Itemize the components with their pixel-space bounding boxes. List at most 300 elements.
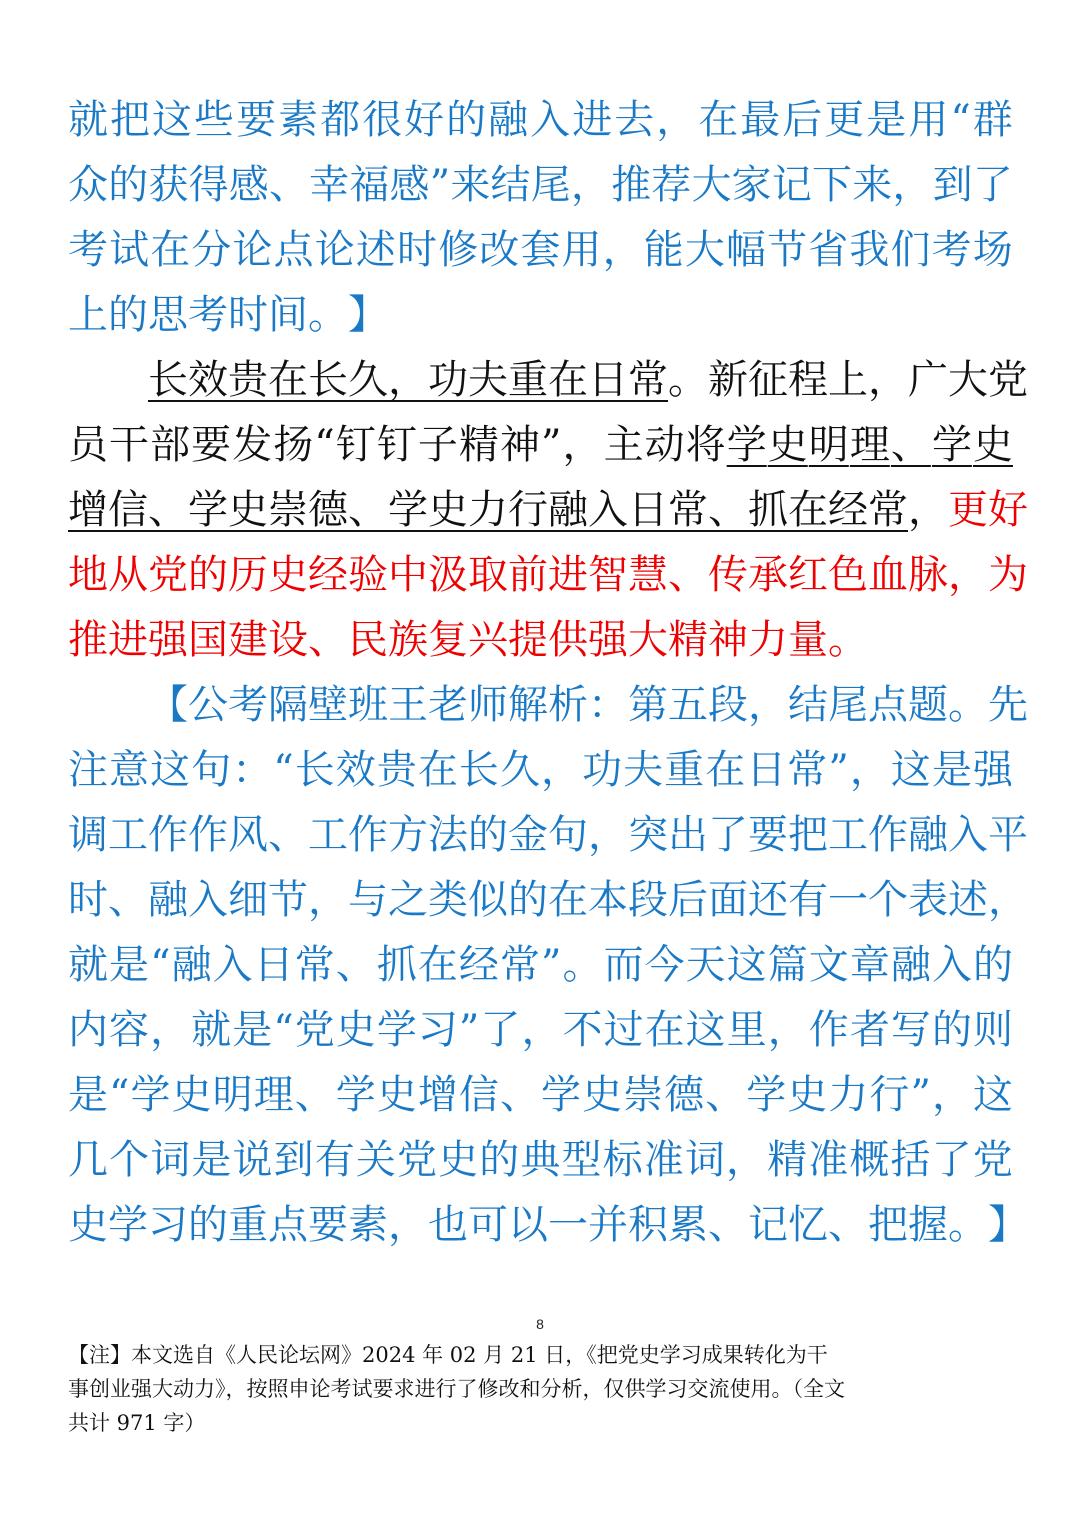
text-char: 段 <box>708 682 748 728</box>
text-char: 点 <box>268 1202 308 1248</box>
text-char: 的 <box>188 1202 228 1248</box>
text-char: 日 <box>253 942 294 988</box>
text-char: 。 <box>948 682 988 728</box>
text-char: 这 <box>150 747 191 793</box>
text-char: ， <box>849 747 890 793</box>
underlined-char: 日 <box>628 487 668 533</box>
text-char: 大 <box>691 162 732 208</box>
text-char: 增 <box>417 1072 458 1118</box>
text-char: 老 <box>428 682 468 728</box>
text-char: 史 <box>335 1007 376 1053</box>
text-char: 修 <box>438 227 479 273</box>
text-char: 脉 <box>908 552 948 598</box>
text-char: 题 <box>908 682 948 728</box>
text-line <box>68 1130 1013 1190</box>
text-char: 荐 <box>651 162 692 208</box>
text-char: “ <box>950 97 971 143</box>
text-char: 到 <box>932 162 973 208</box>
text-char: 一 <box>828 877 868 923</box>
text-char: 述 <box>948 877 988 923</box>
text-char: 史 <box>438 1137 479 1183</box>
text-char: 史 <box>171 1072 212 1118</box>
text-char: 、 <box>268 162 309 208</box>
text-char: 们 <box>890 227 931 273</box>
text-line <box>148 350 1028 410</box>
text-char: 就 <box>191 1007 232 1053</box>
text-char: 作 <box>148 812 188 858</box>
text-char: 些 <box>194 97 235 143</box>
text-char: 今 <box>644 942 685 988</box>
text-line <box>68 805 1028 865</box>
text-char: 贵 <box>376 747 417 793</box>
text-char: 获 <box>148 162 189 208</box>
text-char: 信 <box>458 1072 499 1118</box>
text-char: 的 <box>931 1007 972 1053</box>
underlined-char: 、 <box>348 487 388 533</box>
underlined-char: 抓 <box>748 487 788 533</box>
underlined-char: 德 <box>308 487 348 533</box>
text-char: 记 <box>748 1202 788 1248</box>
text-char: 得 <box>188 162 229 208</box>
text-char: 提 <box>508 617 548 663</box>
text-char: 了 <box>708 812 748 858</box>
text-char: ： <box>232 747 273 793</box>
text-char: 要 <box>748 812 788 858</box>
text-char: 夫 <box>623 747 664 793</box>
text-char: 隔 <box>268 682 308 728</box>
text-char: 融 <box>171 942 212 988</box>
text-char: 是 <box>232 1007 273 1053</box>
text-line <box>68 285 1013 345</box>
text-char: “ <box>109 1072 130 1118</box>
text-char: 从 <box>108 552 148 598</box>
text-char: 第 <box>628 682 668 728</box>
text-char: 类 <box>428 877 468 923</box>
text-line <box>68 155 1013 215</box>
text-char: “ <box>314 422 335 468</box>
text-char: 在 <box>548 877 588 923</box>
text-char: ， <box>308 877 348 923</box>
text-char: 五 <box>668 682 708 728</box>
text-char: 尾 <box>828 682 868 728</box>
underlined-char: 日 <box>588 357 628 403</box>
text-char: 细 <box>228 877 268 923</box>
text-char: 行 <box>869 1072 910 1118</box>
text-line <box>68 415 1013 475</box>
text-char: 来 <box>852 162 893 208</box>
text-char: 握 <box>908 1202 948 1248</box>
text-char: 的 <box>508 877 548 923</box>
text-char: 复 <box>428 617 468 663</box>
text-char: 我 <box>849 227 890 273</box>
text-char: 记 <box>771 162 812 208</box>
text-char: 神 <box>708 617 748 663</box>
text-char: 融 <box>908 812 948 858</box>
text-char: 到 <box>273 1137 314 1183</box>
text-char: 意 <box>109 747 150 793</box>
text-char: 、 <box>668 552 708 598</box>
text-char: 词 <box>684 1137 725 1183</box>
underlined-char: 力 <box>468 487 508 533</box>
text-char: 理 <box>253 1072 294 1118</box>
text-char: ” <box>541 942 562 988</box>
text-char: 似 <box>468 877 508 923</box>
text-line <box>68 90 1013 150</box>
underlined-char: 学 <box>188 487 228 533</box>
text-char: 入 <box>530 97 571 143</box>
underlined-char: 长 <box>148 357 188 403</box>
underlined-char: 史 <box>428 487 468 533</box>
text-char: 学 <box>541 1072 582 1118</box>
text-char: 出 <box>668 812 708 858</box>
text-char: 、 <box>294 1072 335 1118</box>
text-char: 钉 <box>335 422 376 468</box>
text-char: 法 <box>428 812 468 858</box>
text-char: 承 <box>748 552 788 598</box>
text-char: 好 <box>988 487 1028 533</box>
text-char: 这 <box>890 747 931 793</box>
text-char: 钉 <box>376 422 417 468</box>
text-char: 累 <box>668 1202 708 1248</box>
underlined-char: 、 <box>708 487 748 533</box>
text-char: 论 <box>232 227 273 273</box>
text-char: 族 <box>388 617 428 663</box>
text-char: 试 <box>109 227 150 273</box>
text-char: 准 <box>808 1137 849 1183</box>
text-char: 的 <box>468 812 508 858</box>
text-char: 。 <box>562 942 603 988</box>
text-char: 述 <box>355 227 396 273</box>
text-char: 众 <box>68 162 108 208</box>
text-char: 素 <box>278 97 319 143</box>
text-char: 内 <box>68 1007 108 1053</box>
text-char: 大 <box>684 227 725 273</box>
text-char: 概 <box>849 1137 890 1183</box>
text-char: 时 <box>68 877 108 923</box>
text-char: 一 <box>548 1202 588 1248</box>
text-char: 面 <box>708 877 748 923</box>
text-char: 点 <box>273 227 314 273</box>
text-char: 民 <box>348 617 388 663</box>
text-char: ” <box>429 162 451 208</box>
text-char: 入 <box>188 877 228 923</box>
text-char: 标 <box>602 1137 643 1183</box>
text-char: ” <box>910 1072 931 1118</box>
text-char: 里 <box>726 1007 767 1053</box>
text-char: 个 <box>109 1137 150 1183</box>
text-line <box>68 545 1028 605</box>
text-char: 在 <box>644 1007 685 1053</box>
text-char: 更 <box>948 487 988 533</box>
text-char: 注 <box>68 747 108 793</box>
text-char: 学 <box>376 1007 417 1053</box>
text-char: 常 <box>787 747 828 793</box>
text-char: 传 <box>708 552 748 598</box>
text-char: 兴 <box>468 617 508 663</box>
text-char: 的 <box>108 162 149 208</box>
text-char: 【 <box>148 682 188 728</box>
text-char: 强 <box>588 617 628 663</box>
text-char: 德 <box>664 1072 705 1118</box>
text-char: 习 <box>148 1202 188 1248</box>
text-char: ” <box>828 747 849 793</box>
text-char: ” <box>458 1007 480 1053</box>
text-char: 国 <box>188 617 228 663</box>
text-char: 能 <box>643 227 684 273</box>
text-char: 天 <box>685 942 726 988</box>
text-line <box>68 610 1013 670</box>
underlined-char: 夫 <box>468 357 508 403</box>
text-char: 段 <box>628 877 668 923</box>
text-char: 感 <box>228 162 269 208</box>
text-char: 精 <box>668 617 708 663</box>
text-char: 作 <box>868 812 908 858</box>
text-char: 。 <box>828 617 868 663</box>
text-char: 关 <box>355 1137 396 1183</box>
text-char: 间 <box>268 292 308 338</box>
text-char: ” <box>541 422 562 468</box>
text-char: 血 <box>868 552 908 598</box>
text-char: 史 <box>376 1072 417 1118</box>
text-char: 幸 <box>309 162 350 208</box>
text-char: 上 <box>828 357 868 403</box>
text-char: 学 <box>108 1202 148 1248</box>
text-char: 句 <box>191 747 232 793</box>
text-char: 长 <box>294 747 335 793</box>
text-char: 建 <box>228 617 268 663</box>
text-char: 群 <box>972 97 1013 143</box>
text-char: 后 <box>782 97 823 143</box>
text-line <box>68 740 1013 800</box>
text-char: ， <box>562 422 603 468</box>
text-char: 色 <box>828 552 868 598</box>
text-char: 动 <box>644 422 685 468</box>
text-char: 前 <box>508 552 548 598</box>
text-char: 工 <box>308 812 348 858</box>
text-char: 进 <box>548 552 588 598</box>
text-char: 把 <box>868 1202 908 1248</box>
text-char: 型 <box>561 1137 602 1183</box>
text-char: 、 <box>308 617 348 663</box>
underlined-char: 功 <box>428 357 468 403</box>
underlined-char: 信 <box>108 487 148 533</box>
text-char: 了 <box>972 162 1013 208</box>
text-char: 词 <box>150 1137 191 1183</box>
text-char: 金 <box>508 812 548 858</box>
text-char: 。 <box>948 1202 988 1248</box>
text-char: 作 <box>808 1007 849 1053</box>
text-char: 、 <box>705 1072 746 1118</box>
underlined-char: 增 <box>68 487 108 533</box>
text-char: 调 <box>68 812 108 858</box>
text-char: 先 <box>988 682 1028 728</box>
text-char: 长 <box>458 747 499 793</box>
text-line <box>68 1000 1013 1060</box>
text-char: 在 <box>417 942 458 988</box>
text-char: 在 <box>705 747 746 793</box>
text-char: 作 <box>348 812 388 858</box>
text-char: 与 <box>348 877 388 923</box>
text-char: 并 <box>588 1202 628 1248</box>
text-char: 幅 <box>726 227 766 273</box>
text-char: 个 <box>868 877 908 923</box>
text-char: 表 <box>908 877 948 923</box>
note-text: 【注】本文选自《人民论坛网》2024 年 02 月 21 日，《把党史学习成果转化为干 <box>68 1343 828 1367</box>
text-char: 是 <box>866 97 907 143</box>
underlined-char: 理 <box>849 422 890 468</box>
text-char: 、 <box>108 877 148 923</box>
underlined-char: 在 <box>548 357 588 403</box>
text-char: 功 <box>582 747 623 793</box>
text-char: 党 <box>972 1137 1013 1183</box>
text-char: 神 <box>499 422 540 468</box>
text-char: 重 <box>228 1202 268 1248</box>
text-char: 党 <box>148 552 188 598</box>
text-char: 工 <box>108 812 148 858</box>
underlined-char: 行 <box>508 487 548 533</box>
text-char: 学 <box>335 1072 376 1118</box>
text-char: 句 <box>548 812 588 858</box>
text-char: 用 <box>561 227 602 273</box>
text-char: 用 <box>908 97 949 143</box>
underlined-char: 常 <box>868 487 908 533</box>
text-char: 是 <box>109 942 150 988</box>
text-char: 思 <box>148 292 188 338</box>
text-char: 、 <box>828 1202 868 1248</box>
text-char: ， <box>988 877 1028 923</box>
text-char: ， <box>541 747 582 793</box>
text-char: ， <box>726 1137 766 1183</box>
text-char: 在 <box>150 227 191 273</box>
text-char: 则 <box>972 1007 1013 1053</box>
text-char: 考 <box>188 292 228 338</box>
text-char: 】 <box>988 1202 1028 1248</box>
text-char: 汲 <box>428 552 468 598</box>
text-char: 后 <box>668 877 708 923</box>
text-char: 是 <box>68 1072 108 1118</box>
text-char: 王 <box>388 682 428 728</box>
text-char: 的 <box>972 942 1013 988</box>
text-char: 改 <box>479 227 520 273</box>
text-char: 时 <box>397 227 437 273</box>
text-char: 篇 <box>767 942 808 988</box>
text-char: 干 <box>109 422 150 468</box>
text-char: 经 <box>458 942 499 988</box>
text-char: 有 <box>788 877 828 923</box>
text-char: 强 <box>148 617 188 663</box>
underlined-char: 融 <box>548 487 588 533</box>
text-char: 将 <box>685 422 726 468</box>
text-char: 进 <box>108 617 148 663</box>
text-char: 是 <box>191 1137 232 1183</box>
text-char: 点 <box>868 682 908 728</box>
text-char: 上 <box>68 292 108 338</box>
text-char: 容 <box>109 1007 150 1053</box>
text-char: 风 <box>228 812 268 858</box>
text-char: 者 <box>849 1007 890 1053</box>
text-char: 这 <box>152 97 193 143</box>
text-char: 征 <box>748 357 788 403</box>
text-char: 慧 <box>628 552 668 598</box>
text-char: 、 <box>499 1072 540 1118</box>
text-char: 壁 <box>308 682 348 728</box>
text-char: 节 <box>767 227 808 273</box>
text-char: 精 <box>458 422 499 468</box>
text-char: 过 <box>603 1007 644 1053</box>
text-char: 验 <box>348 552 388 598</box>
text-char: 。 <box>668 357 708 403</box>
text-char: 很 <box>362 97 403 143</box>
underlined-char: 在 <box>268 357 308 403</box>
text-line <box>68 870 1028 930</box>
text-char: 习 <box>417 1007 458 1053</box>
text-char: 忆 <box>788 1202 828 1248</box>
text-char: 融 <box>890 942 931 988</box>
text-char: 是 <box>931 747 972 793</box>
text-char: ， <box>570 162 611 208</box>
underlined-char: 重 <box>508 357 548 403</box>
text-char: 工 <box>828 812 868 858</box>
text-char: 新 <box>708 357 748 403</box>
underlined-char: 学 <box>388 487 428 533</box>
text-char: 突 <box>628 812 668 858</box>
text-char: 的 <box>446 97 487 143</box>
underlined-char: 在 <box>788 487 828 533</box>
text-char: 都 <box>320 97 361 143</box>
text-char: 广 <box>908 357 948 403</box>
underlined-char: 经 <box>828 487 868 533</box>
text-char: 论 <box>314 227 355 273</box>
text-char: 力 <box>748 617 788 663</box>
text-char: 融 <box>488 97 529 143</box>
text-char: 这 <box>685 1007 726 1053</box>
text-char: 程 <box>788 357 828 403</box>
text-char: 最 <box>740 97 781 143</box>
note-text: 共计 971 字） <box>68 1411 206 1435</box>
text-char: 说 <box>232 1137 273 1183</box>
text-char: 不 <box>562 1007 603 1053</box>
text-char: ， <box>748 682 788 728</box>
text-char: 党 <box>397 1137 437 1183</box>
text-char: 去 <box>614 97 655 143</box>
text-char: 员 <box>68 422 108 468</box>
underlined-char: 常 <box>668 487 708 533</box>
underlined-char: 学 <box>726 422 767 468</box>
text-char: 大 <box>628 617 668 663</box>
text-char: 入 <box>931 942 972 988</box>
text-char: 家 <box>731 162 772 208</box>
text-line <box>68 1195 1028 1255</box>
text-char: 经 <box>308 552 348 598</box>
text-char: 考 <box>68 227 108 273</box>
underlined-char: 贵 <box>228 357 268 403</box>
text-char: 章 <box>849 942 890 988</box>
text-char: “ <box>150 942 171 988</box>
text-char: 下 <box>812 162 853 208</box>
text-char: 史 <box>68 1202 108 1248</box>
text-char: 考 <box>228 682 268 728</box>
text-char: “ <box>273 1007 294 1053</box>
text-char: 分 <box>191 227 232 273</box>
underlined-char: 入 <box>588 487 628 533</box>
text-char: 要 <box>191 422 232 468</box>
text-char: 解 <box>508 682 548 728</box>
text-char: 就 <box>68 97 108 143</box>
text-char: 尾 <box>530 162 571 208</box>
text-char: 进 <box>572 97 613 143</box>
text-char: 准 <box>643 1137 684 1183</box>
note-line <box>68 1372 1013 1406</box>
